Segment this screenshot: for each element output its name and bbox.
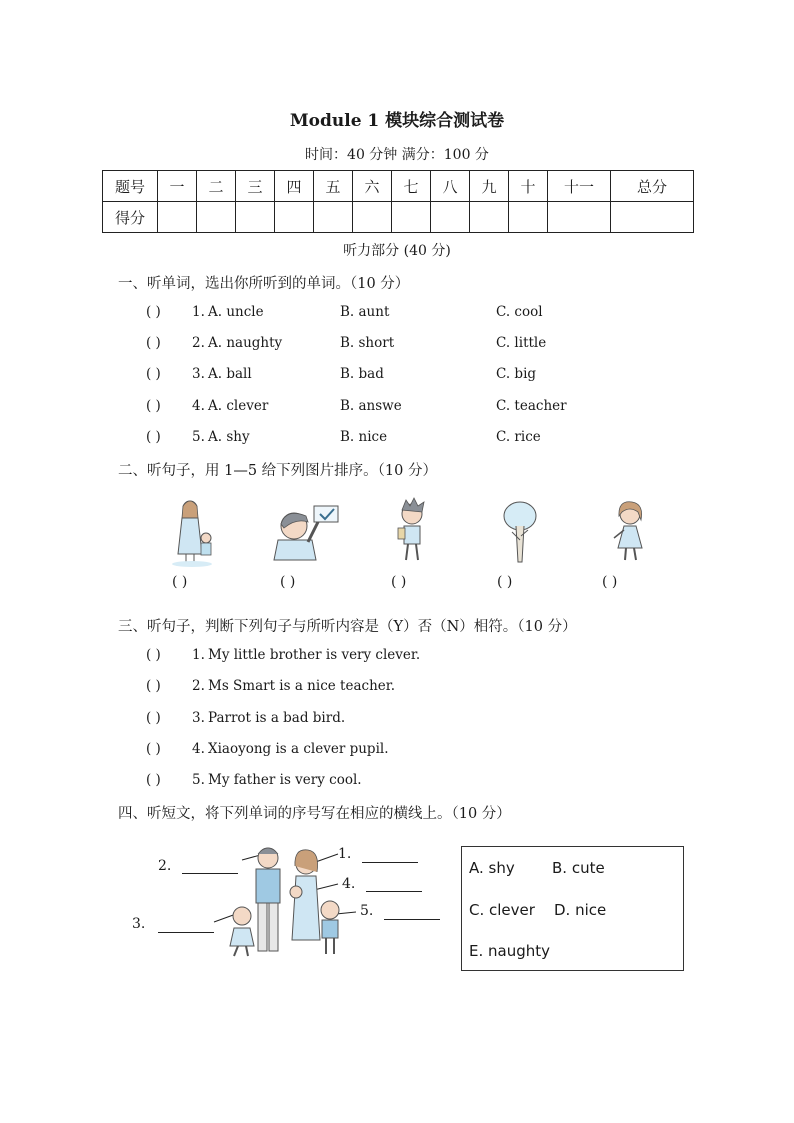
item-number: 5. [192, 429, 205, 445]
score-input-cell[interactable] [236, 202, 275, 233]
label-number: 2. [158, 858, 172, 874]
answer-paren[interactable]: ( ) [146, 398, 161, 414]
table-cell: 八 [431, 171, 470, 202]
item-number: 1. [192, 647, 205, 663]
sentence: Xiaoyong is a clever pupil. [208, 741, 389, 757]
table-cell: 得分 [103, 202, 158, 233]
answer-blank[interactable] [158, 932, 214, 933]
score-input-cell[interactable] [314, 202, 353, 233]
score-input-cell[interactable] [509, 202, 548, 233]
boy-at-blackboard-picture [272, 496, 352, 568]
picture-order-paren[interactable]: ( ) [602, 574, 618, 590]
score-table [102, 170, 694, 233]
sentence: My little brother is very clever. [208, 647, 421, 663]
answer-paren[interactable]: ( ) [146, 678, 161, 694]
option-c: C. little [496, 335, 547, 351]
table-cell: 一 [158, 171, 197, 202]
score-input-cell[interactable] [548, 202, 611, 233]
answer-paren[interactable]: ( ) [146, 304, 161, 320]
label-number: 1. [338, 846, 352, 862]
table-cell: 五 [314, 171, 353, 202]
item-number: 3. [192, 710, 205, 726]
option-c: C. teacher [496, 398, 567, 414]
answer-paren[interactable]: ( ) [146, 366, 161, 382]
sentence: Ms Smart is a nice teacher. [208, 678, 396, 694]
item-number: 2. [192, 335, 205, 351]
option-c: C. rice [496, 429, 541, 445]
table-cell: 四 [275, 171, 314, 202]
answer-paren[interactable]: ( ) [146, 710, 161, 726]
table-cell: 题号 [103, 171, 158, 202]
picture-order-paren[interactable]: ( ) [391, 574, 407, 590]
score-input-cell[interactable] [197, 202, 236, 233]
table-cell: 七 [392, 171, 431, 202]
table-cell: 十 [509, 171, 548, 202]
answer-blank[interactable] [182, 873, 238, 874]
picture-order-paren[interactable]: ( ) [172, 574, 188, 590]
sentence: My father is very cool. [208, 772, 362, 788]
q2-heading: 二、听句子，用 1—5 给下列图片排序。（10 分） [118, 463, 437, 479]
option-a: A. shy [208, 429, 250, 445]
item-number: 3. [192, 366, 205, 382]
option-b: B. bad [340, 366, 384, 382]
option-c: C. big [496, 366, 537, 382]
picture-order-paren[interactable]: ( ) [497, 574, 513, 590]
option-b: B. aunt [340, 304, 390, 320]
score-table-score-row [103, 202, 694, 233]
q1-heading: 一、听单词，选出你所听到的单词。（10 分） [118, 276, 410, 292]
option-a: A. clever [208, 398, 269, 414]
listening-section-label: 听力部分 (40 分) [343, 243, 451, 259]
answer-blank[interactable] [362, 862, 418, 863]
answer-paren[interactable]: ( ) [146, 772, 161, 788]
family-illustration [206, 842, 356, 964]
option-a: A. naughty [208, 335, 283, 351]
item-number: 4. [192, 398, 205, 414]
item-number: 2. [192, 678, 205, 694]
label-number: 3. [132, 916, 146, 932]
picture-order-paren[interactable]: ( ) [280, 574, 296, 590]
page-title: Module 1 模块综合测试卷 [289, 111, 505, 131]
word-option: D. nice [554, 901, 607, 919]
q3-heading: 三、听句子，判断下列句子与所听内容是（Y）否（N）相符。（10 分） [118, 619, 577, 635]
sentence: Parrot is a bad bird. [208, 710, 346, 726]
word-option: E. naughty [469, 942, 551, 960]
table-cell: 十一 [548, 171, 611, 202]
mother-and-child-picture [158, 496, 238, 568]
word-options-box [461, 846, 684, 971]
answer-paren[interactable]: ( ) [146, 741, 161, 757]
answer-paren[interactable]: ( ) [146, 429, 161, 445]
score-input-cell[interactable] [431, 202, 470, 233]
table-cell: 九 [470, 171, 509, 202]
word-option: B. cute [552, 859, 605, 877]
answer-paren[interactable]: ( ) [146, 647, 161, 663]
word-option: C. clever [469, 901, 535, 919]
girl-picture [592, 496, 672, 568]
word-option: A. shy [469, 859, 515, 877]
table-cell: 二 [197, 171, 236, 202]
label-number: 4. [342, 876, 356, 892]
item-number: 4. [192, 741, 205, 757]
answer-paren[interactable]: ( ) [146, 335, 161, 351]
exam-info: 时间：40 分钟 满分：100 分 [305, 147, 489, 163]
option-a: A. ball [208, 366, 252, 382]
table-cell: 总分 [611, 171, 694, 202]
option-a: A. uncle [208, 304, 264, 320]
option-b: B. answe [340, 398, 402, 414]
score-input-cell[interactable] [353, 202, 392, 233]
score-input-cell[interactable] [275, 202, 314, 233]
item-number: 5. [192, 772, 205, 788]
label-number: 5. [360, 903, 374, 919]
score-input-cell[interactable] [158, 202, 197, 233]
answer-blank[interactable] [384, 919, 440, 920]
table-cell: 三 [236, 171, 275, 202]
option-b: B. nice [340, 429, 388, 445]
option-c: C. cool [496, 304, 543, 320]
score-input-cell[interactable] [611, 202, 694, 233]
boy-with-bag-picture [380, 496, 460, 568]
q4-heading: 四、听短文，将下列单词的序号写在相应的横线上。（10 分） [118, 806, 511, 822]
table-cell: 六 [353, 171, 392, 202]
score-table-header-row [103, 171, 694, 202]
tree-picture [480, 496, 560, 568]
item-number: 1. [192, 304, 205, 320]
option-b: B. short [340, 335, 395, 351]
answer-blank[interactable] [366, 891, 422, 892]
score-input-cell[interactable] [392, 202, 431, 233]
score-input-cell[interactable] [470, 202, 509, 233]
